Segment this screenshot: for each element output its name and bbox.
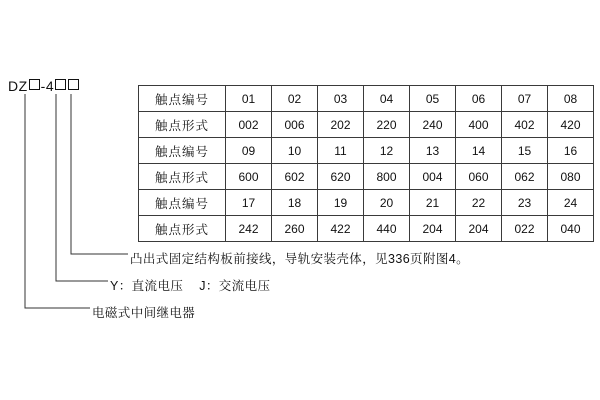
annotation-voltage-dc: Y：直流电压: [110, 279, 184, 293]
cell: 204: [410, 216, 456, 242]
cell: 05: [410, 86, 456, 112]
cell: 13: [410, 138, 456, 164]
cell: 07: [502, 86, 548, 112]
model-code-box-3: [68, 79, 79, 90]
cell: 11: [318, 138, 364, 164]
annotation-voltage-type: [110, 276, 270, 294]
cell: 23: [502, 190, 548, 216]
cell: 002: [226, 112, 272, 138]
row-header: 触点形式: [139, 216, 226, 242]
cell: 240: [410, 112, 456, 138]
cell: 422: [318, 216, 364, 242]
table-row: [139, 164, 594, 190]
cell: 800: [364, 164, 410, 190]
cell: 202: [318, 112, 364, 138]
cell: 14: [456, 138, 502, 164]
cell: 062: [502, 164, 548, 190]
cell: 01: [226, 86, 272, 112]
table-row: [139, 86, 594, 112]
cell: 10: [272, 138, 318, 164]
cell: 09: [226, 138, 272, 164]
cell: 242: [226, 216, 272, 242]
cell: 06: [456, 86, 502, 112]
row-header: 触点形式: [139, 112, 226, 138]
cell: 22: [456, 190, 502, 216]
cell: 21: [410, 190, 456, 216]
cell: 602: [272, 164, 318, 190]
annotation-relay-type: 电磁式中间继电器: [92, 306, 196, 320]
table-row: [139, 216, 594, 242]
annotation-structure: 凸出式固定结构板前接线，导轨安装壳体，见336页附图4。: [130, 252, 470, 266]
cell: 15: [502, 138, 548, 164]
cell: 16: [548, 138, 594, 164]
cell: 08: [548, 86, 594, 112]
model-code-prefix: DZ: [8, 78, 28, 94]
model-code-box-2: [55, 79, 66, 90]
cell: 220: [364, 112, 410, 138]
cell: 18: [272, 190, 318, 216]
model-code-label: [8, 78, 80, 94]
cell: 02: [272, 86, 318, 112]
cell: 420: [548, 112, 594, 138]
row-header: 触点编号: [139, 190, 226, 216]
cell: 004: [410, 164, 456, 190]
row-header: 触点形式: [139, 164, 226, 190]
model-code-box-1: [29, 79, 40, 90]
cell: 600: [226, 164, 272, 190]
cell: 04: [364, 86, 410, 112]
contact-spec-table: [138, 85, 594, 242]
row-header: 触点编号: [139, 138, 226, 164]
cell: 440: [364, 216, 410, 242]
table-row: [139, 112, 594, 138]
cell: 260: [272, 216, 318, 242]
table-row: [139, 190, 594, 216]
cell: 402: [502, 112, 548, 138]
table-row: [139, 138, 594, 164]
cell: 620: [318, 164, 364, 190]
row-header: 触点编号: [139, 86, 226, 112]
cell: 400: [456, 112, 502, 138]
cell: 19: [318, 190, 364, 216]
cell: 204: [456, 216, 502, 242]
cell: 20: [364, 190, 410, 216]
cell: 040: [548, 216, 594, 242]
annotation-voltage-ac: J：交流电压: [199, 279, 271, 293]
cell: 24: [548, 190, 594, 216]
cell: 17: [226, 190, 272, 216]
cell: 060: [456, 164, 502, 190]
cell: 006: [272, 112, 318, 138]
cell: 03: [318, 86, 364, 112]
cell: 022: [502, 216, 548, 242]
cell: 12: [364, 138, 410, 164]
model-code-middle: -4: [40, 78, 55, 94]
cell: 080: [548, 164, 594, 190]
